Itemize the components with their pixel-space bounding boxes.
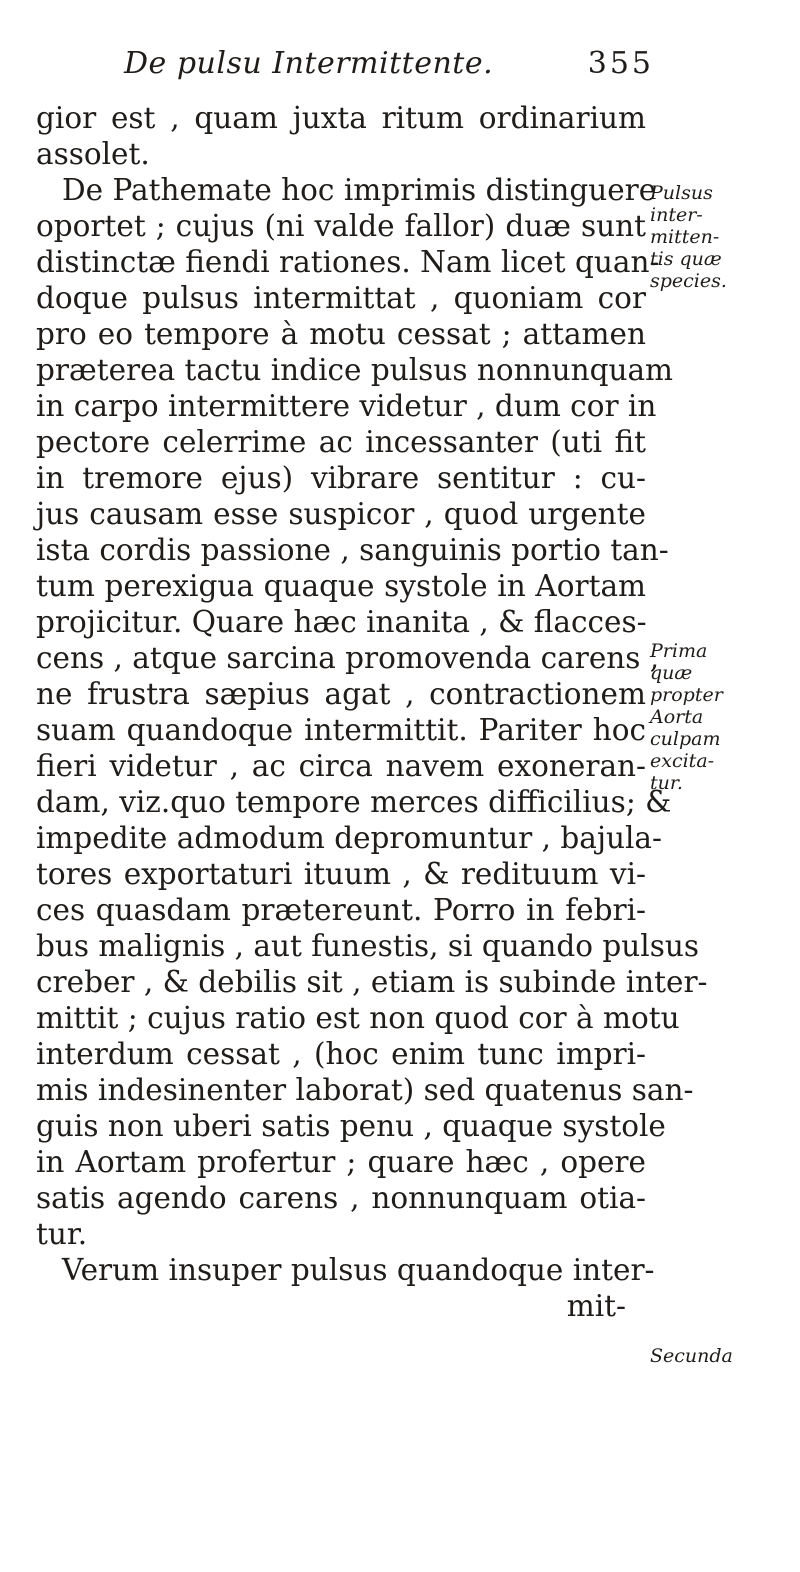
- text-line: fieri videtur , ac circa navem exoneran-: [36, 749, 646, 783]
- text-line: in carpo intermittere videtur , dum cor in: [36, 389, 657, 423]
- margin-note-secunda: [650, 1345, 733, 1367]
- margin-note-line: Aorta: [650, 706, 704, 728]
- text-line: creber , & debilis sit , etiam is subinde inter-: [36, 965, 708, 999]
- margin-note-line: tur.: [650, 772, 683, 794]
- text-line: mis indesinenter laborat) sed quatenus san-: [36, 1073, 694, 1107]
- text-line: gior est , quam juxta ritum ordinarium: [36, 101, 646, 135]
- text-line: doque pulsus intermittat , quoniam cor: [36, 281, 646, 315]
- text-line: in Aortam profertur ; quare hæc , opere: [36, 1145, 646, 1179]
- text-line: distinctæ fiendi rationes. Nam licet quan-: [36, 245, 660, 279]
- text-line: oportet ; cujus (ni valde fallor) duæ sunt: [36, 209, 646, 243]
- text-line: guis non uberi satis penu , quaque systole: [36, 1109, 666, 1143]
- text-line: De Pathemate hoc imprimis distinguere: [62, 173, 657, 207]
- text-line: mittit ; cujus ratio est non quod cor à motu: [36, 1001, 680, 1035]
- text-line: satis agendo carens , nonnunquam otia-: [36, 1181, 646, 1215]
- text-line: tur.: [36, 1217, 88, 1251]
- margin-note-prima: [650, 640, 723, 794]
- margin-note-line: Secunda: [650, 1345, 733, 1367]
- text-line: cens , atque sarcina promovenda carens ,: [36, 641, 660, 675]
- text-line: ces quasdam prætereunt. Porro in febri-: [36, 893, 646, 927]
- text-line: bus malignis , aut funestis, si quando pulsus: [36, 929, 699, 963]
- text-line: interdum cessat , (hoc enim tunc impri-: [36, 1037, 646, 1071]
- margin-note-line: quæ: [650, 662, 693, 684]
- text-line: assolet.: [36, 137, 150, 171]
- margin-note-line: species.: [650, 270, 727, 292]
- text-line: Verum insuper pulsus quandoque inter-: [62, 1253, 655, 1287]
- margin-note-pulsus-intermittentis: [650, 182, 727, 292]
- text-line: projicitur. Quare hæc inanita , & flacces-: [36, 605, 647, 639]
- margin-note-line: Prima: [650, 640, 708, 662]
- text-line: dam, viz.quo tempore merces difficilius; &: [36, 785, 672, 819]
- margin-note-line: culpam: [650, 728, 721, 750]
- text-line: præterea tactu indice pulsus nonnunquam: [36, 353, 674, 387]
- text-line: pro eo tempore à motu cessat ; attamen: [36, 317, 646, 351]
- text-line: in tremore ejus) vibrare sentitur : cu-: [36, 461, 646, 495]
- margin-note-line: excita-: [650, 750, 715, 772]
- text-line: ne frustra sæpius agat , contractionem: [36, 677, 646, 711]
- margin-note-line: Pulsus: [650, 182, 713, 204]
- page-header: [124, 46, 654, 86]
- margin-note-line: inter-: [650, 204, 703, 226]
- text-line: suam quandoque intermittit. Pariter hoc: [36, 713, 646, 747]
- text-line: tores exportaturi ituum , & redituum vi-: [36, 857, 646, 891]
- text-line: jus causam esse suspicor , quod urgente: [36, 497, 646, 531]
- margin-note-line: tis quæ: [650, 248, 722, 270]
- margin-note-line: propter: [650, 684, 723, 706]
- text-line: tum perexigua quaque systole in Aortam: [36, 569, 646, 603]
- catchword: mit-: [566, 1289, 626, 1323]
- page-number: 355: [587, 46, 654, 81]
- text-line: ista cordis passione , sanguinis portio tan-: [36, 533, 669, 567]
- margin-note-line: mitten-: [650, 226, 720, 248]
- running-title: De pulsu Intermittente.: [124, 46, 494, 81]
- text-line: impedite admodum depromuntur , bajula-: [36, 821, 662, 855]
- text-line: pectore celerrime ac incessanter (uti fit: [36, 425, 646, 459]
